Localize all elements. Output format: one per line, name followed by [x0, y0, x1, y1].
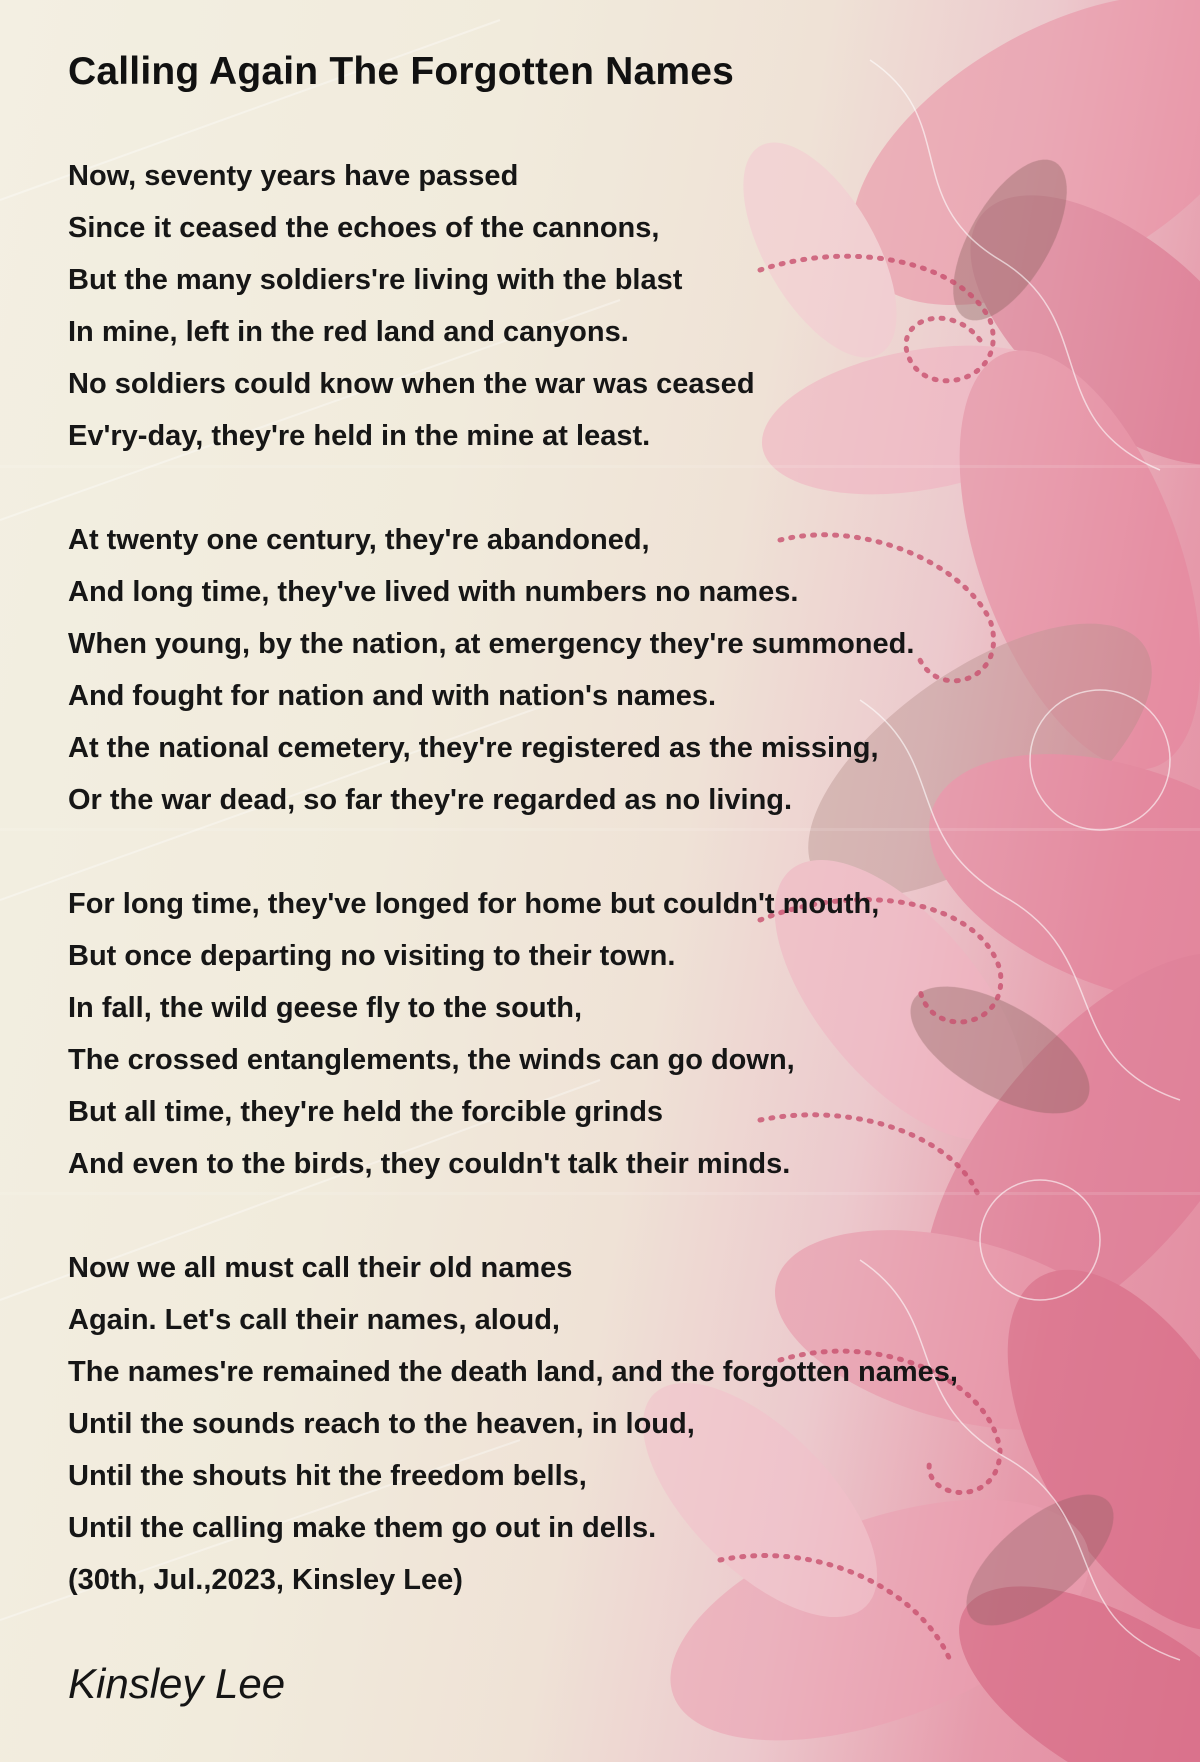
- poem-line: When young, by the nation, at emergency they're summoned.: [68, 628, 915, 660]
- poem-line: Again. Let's call their names, aloud,: [68, 1304, 560, 1336]
- poem-body: [68, 150, 1178, 1658]
- poem-title: Calling Again The Forgotten Names: [68, 50, 735, 93]
- poem-line: The crossed entanglements, the winds can go down,: [68, 1044, 795, 1076]
- poem-line: At twenty one century, they're abandoned,: [68, 524, 650, 556]
- poem-line: In fall, the wild geese fly to the south,: [68, 992, 582, 1024]
- stanza-1: [68, 150, 1178, 462]
- poem-author: Kinsley Lee: [68, 1660, 286, 1707]
- poem-date-signature: (30th, Jul.,2023, Kinsley Lee): [68, 1564, 463, 1596]
- poem-line: And even to the birds, they couldn't talk their minds.: [68, 1148, 791, 1180]
- poem-line: In mine, left in the red land and canyons.: [68, 316, 629, 348]
- poem-line: Until the sounds reach to the heaven, in loud,: [68, 1408, 695, 1440]
- poem-line: And long time, they've lived with numbers no names.: [68, 576, 799, 608]
- poem-line: Until the calling make them go out in dells.: [68, 1512, 657, 1544]
- stanza-4: [68, 1242, 1178, 1606]
- poem-line: Since it ceased the echoes of the cannons,: [68, 212, 660, 244]
- stanza-2: [68, 514, 1178, 826]
- poem-line: Now we all must call their old names: [68, 1252, 573, 1284]
- poem-line: Or the war dead, so far they're regarded as no living.: [68, 784, 793, 816]
- poem-line: But once departing no visiting to their town.: [68, 940, 676, 972]
- poem-line: But all time, they're held the forcible grinds: [68, 1096, 664, 1128]
- poem-line: No soldiers could know when the war was ceased: [68, 368, 755, 400]
- poem-line: But the many soldiers're living with the blast: [68, 264, 683, 296]
- poem-line: Now, seventy years have passed: [68, 160, 519, 192]
- poem-line: Ev'ry-day, they're held in the mine at least.: [68, 420, 651, 452]
- poem-line: And fought for nation and with nation's names.: [68, 680, 717, 712]
- poem-line: The names're remained the death land, and the forgotten names,: [68, 1356, 958, 1388]
- stanza-3: [68, 878, 1178, 1190]
- poem-line: At the national cemetery, they're registered as the missing,: [68, 732, 879, 764]
- poem-line: Until the shouts hit the freedom bells,: [68, 1460, 587, 1492]
- poem-line: For long time, they've longed for home but couldn't mouth,: [68, 888, 880, 920]
